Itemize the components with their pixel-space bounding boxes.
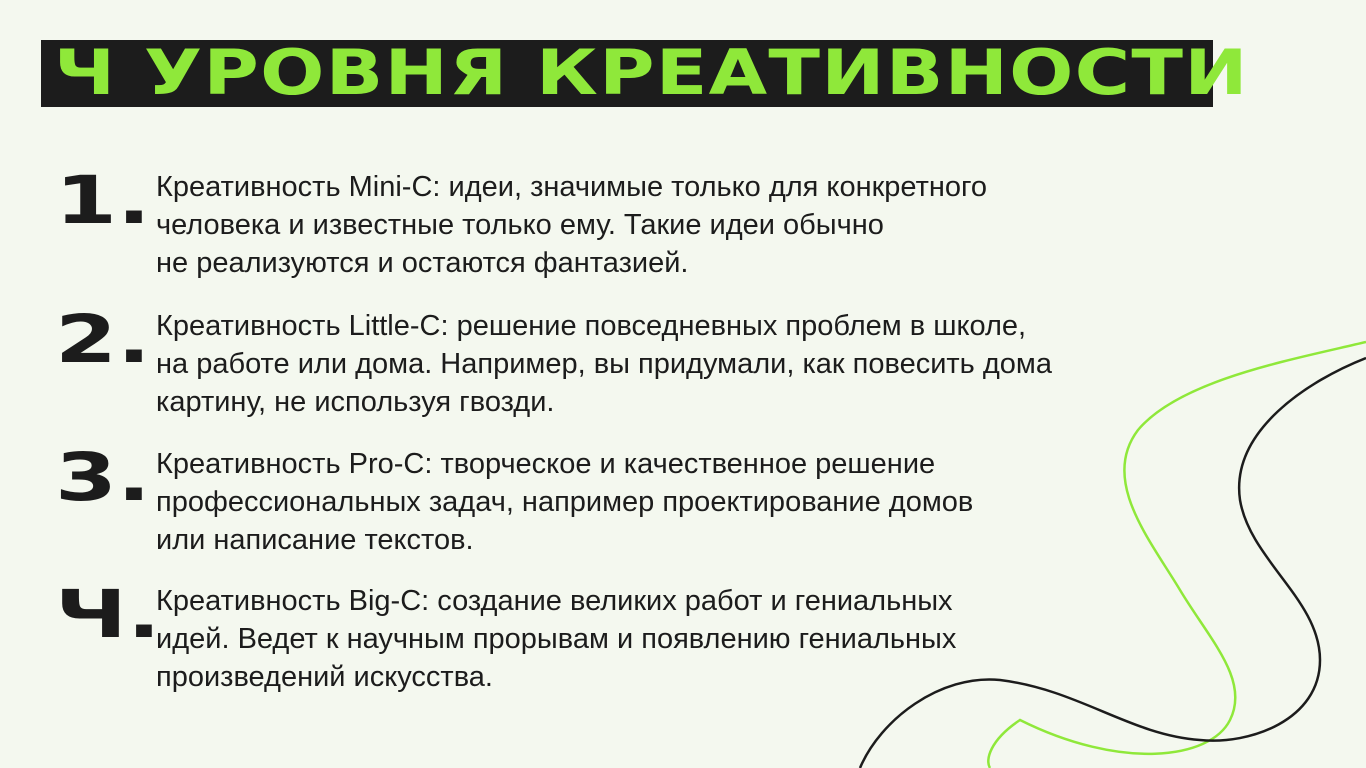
item-text-line: произведений искусства. xyxy=(156,661,493,693)
item-number: 2. xyxy=(55,301,151,378)
item-text-line: Креативность Pro-C: творческое и качественное решение xyxy=(156,448,936,480)
item-text xyxy=(156,168,1236,282)
item-number: Ч. xyxy=(55,576,161,653)
item-number: 1. xyxy=(55,162,151,239)
item-text-line: Креативность Little-C: решение повседневных проблем в школе, xyxy=(156,310,1027,342)
item-text-line: профессиональных задач, например проектирование домов xyxy=(156,486,974,518)
item-number: 3. xyxy=(55,439,151,516)
item-text-line: или написание текстов. xyxy=(156,524,474,556)
item-text-line: Креативность Big-C: создание великих работ и гениальных xyxy=(156,585,953,617)
slide-title: Ч УРОВНЯ КРЕАТИВНОСТИ xyxy=(54,36,1249,109)
item-text-line: идей. Ведет к научным прорывам и появлению гениальных xyxy=(156,623,957,655)
item-text-line: Креативность Mini-C: идеи, значимые только для конкретного xyxy=(156,171,988,203)
item-text-line: человека и известные только ему. Такие идеи обычно xyxy=(156,209,884,241)
item-text-line: на работе или дома. Например, вы придумали, как повесить дома xyxy=(156,348,1052,380)
item-text-line: не реализуются и остаются фантазией. xyxy=(156,247,689,279)
item-text xyxy=(156,582,1236,696)
item-text-line: картину, не используя гвозди. xyxy=(156,386,555,418)
item-text xyxy=(156,445,1236,559)
item-text xyxy=(156,307,1236,421)
